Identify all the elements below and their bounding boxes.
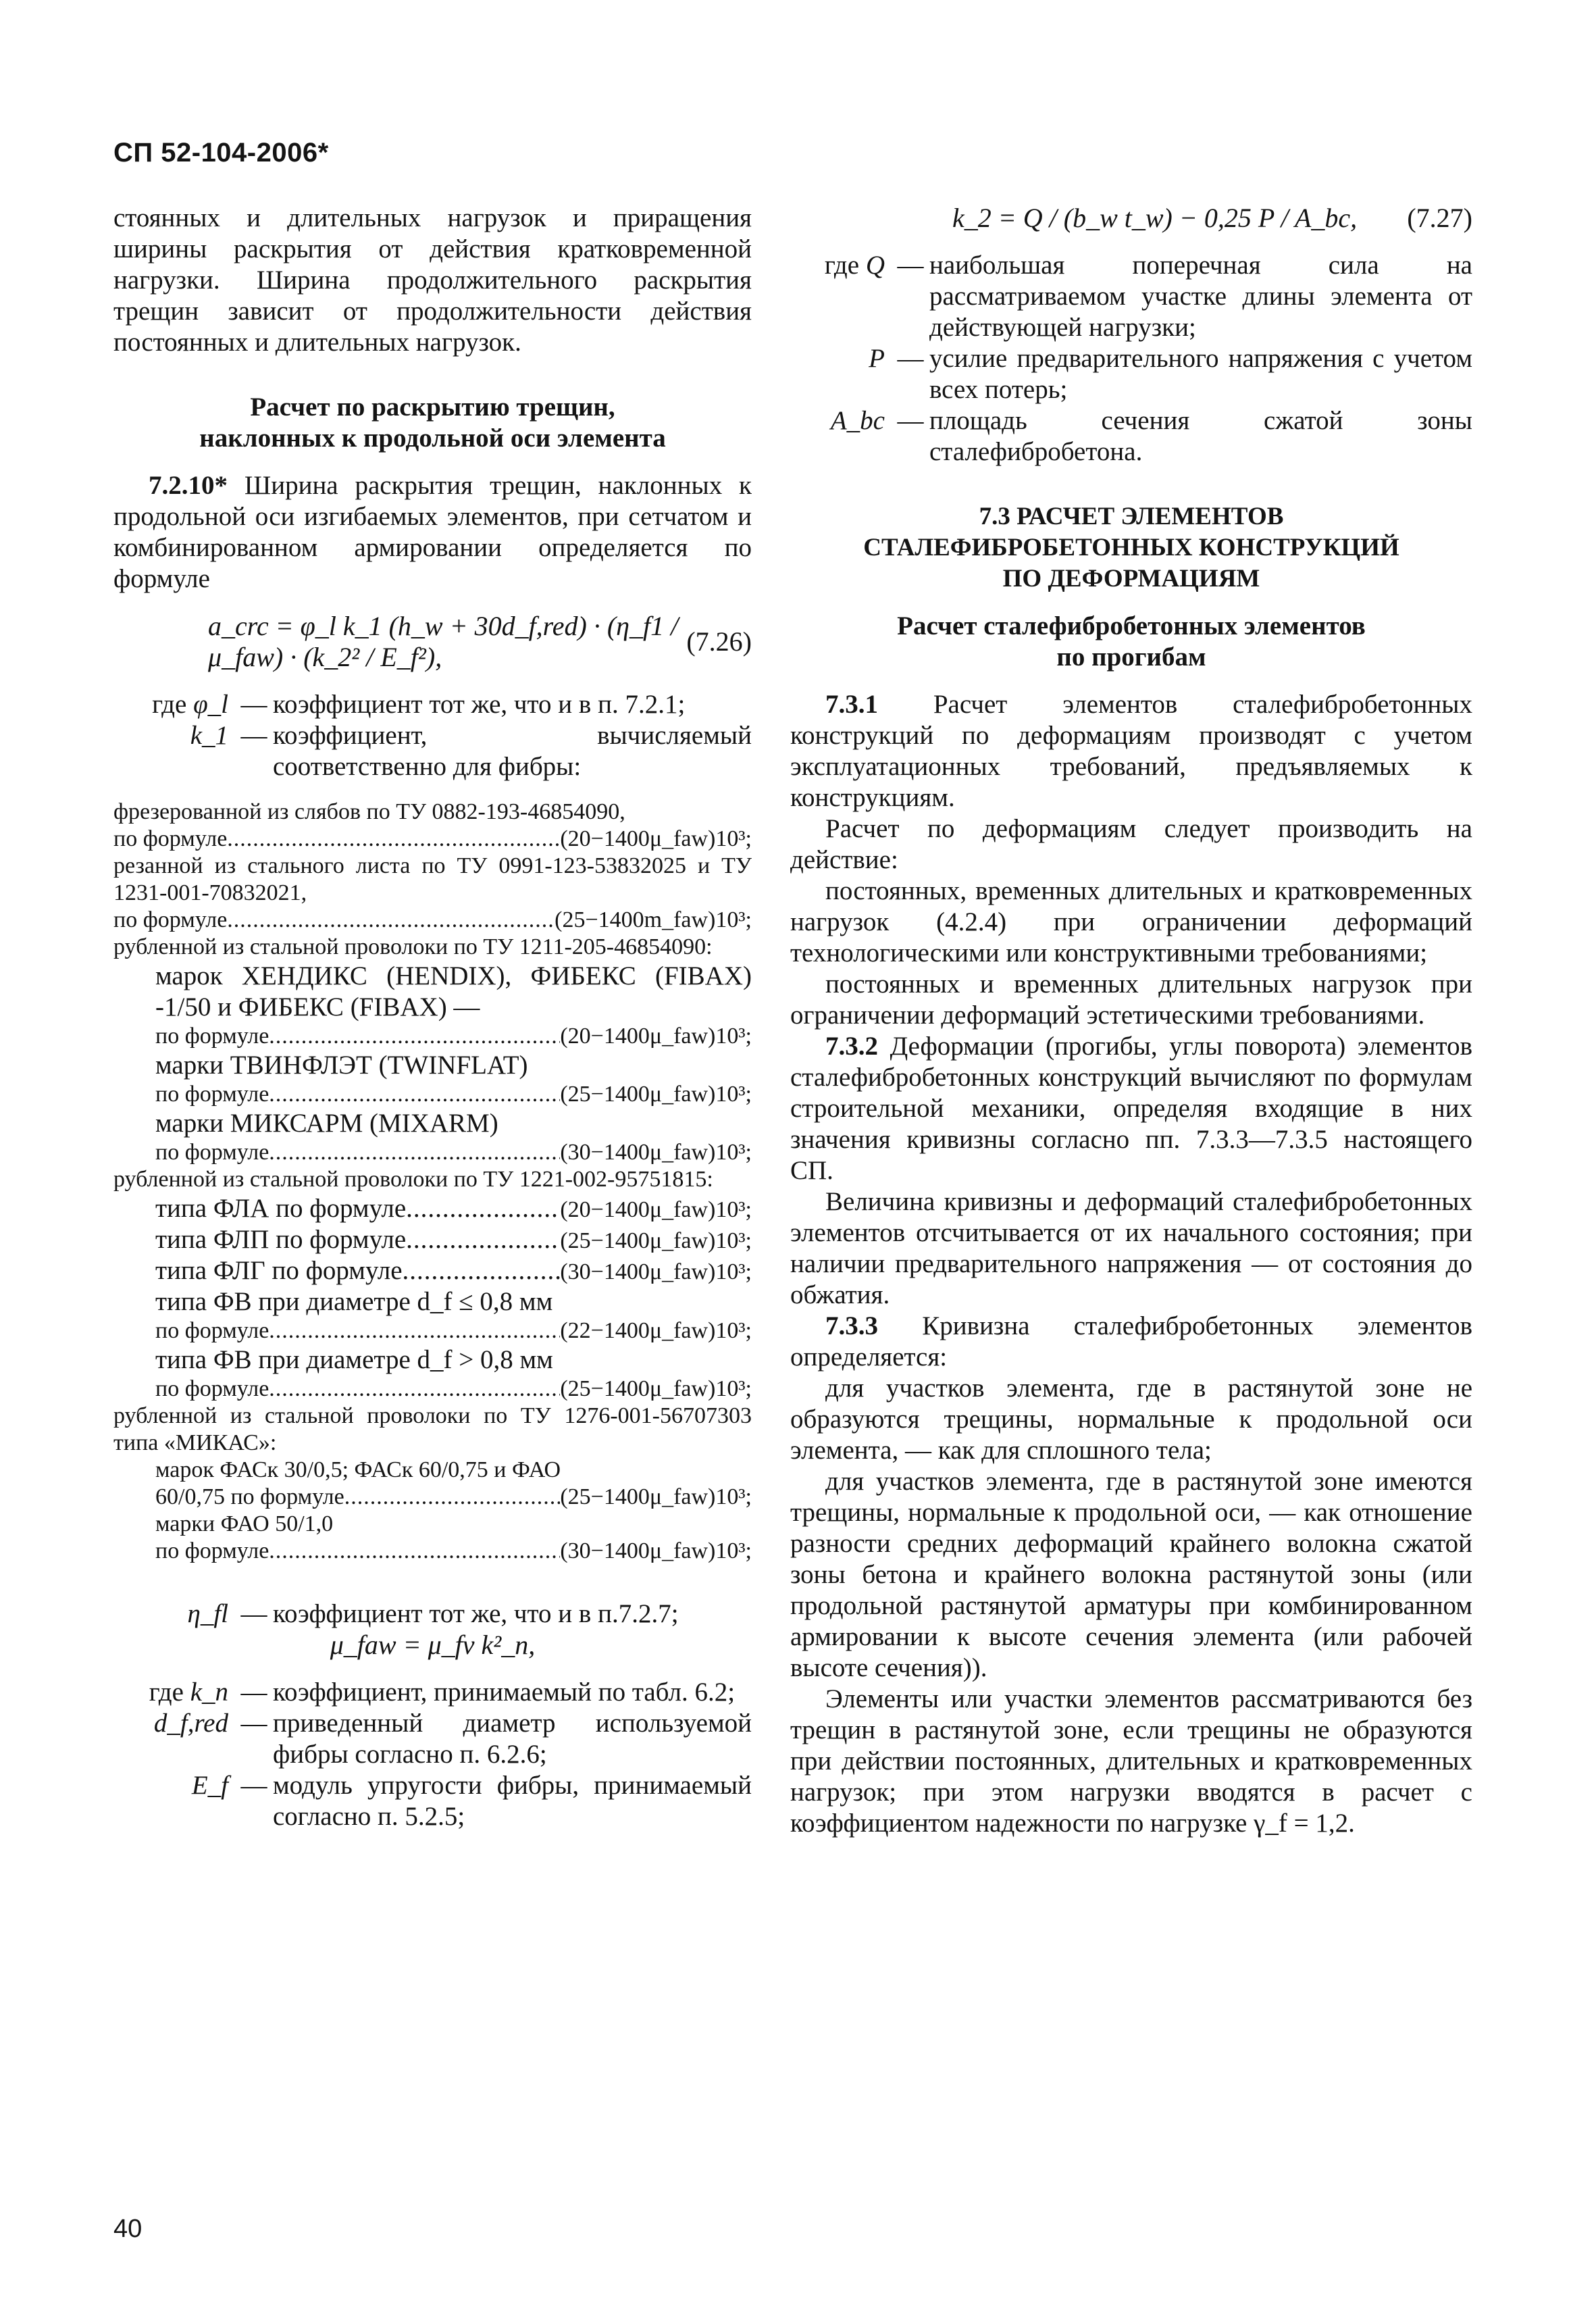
formula-7-27 xyxy=(790,203,1472,234)
formula-7-27-number: (7.27) xyxy=(1407,203,1472,233)
formula-mu-faw: μ_faw = μ_fv k²_n, xyxy=(330,1630,536,1660)
fiber-subitem: марок ФАСк 30/0,5; ФАСк 60/0,75 и ФАО xyxy=(155,1457,561,1482)
clause-7-3-1: 7.3.1 Расчет элементов сталефибробетонных конструкций по деформациям производят с учетом эксплуатационных требований, предъявляемых к конструкциям. xyxy=(790,690,1472,812)
fiber-formula-row: типа ФЛА по формуле ..... (20−1400μ_faw)10³; xyxy=(155,1193,752,1224)
clause-text: Ширина раскрытия трещин, наклонных к продольной оси изгибаемых элементов, при сетчатом и комбинированном армировании определяется по формуле xyxy=(113,471,752,593)
where-symbol: η_fl xyxy=(187,1599,228,1628)
formula-7-27-expression: k_2 = Q / (b_w t_w) − 0,25 P / A_bc, xyxy=(952,203,1358,233)
fiber-formula-row: по формуле ..... (22−1400μ_faw)10³; xyxy=(155,1317,752,1344)
where-q: где Q — наибольшая поперечная сила на рассматриваемом участке длины элемента от действующей нагрузки; xyxy=(790,250,1472,343)
fiber-formula-row: по формуле ..... (30−1400μ_faw)10³; xyxy=(155,1538,752,1565)
section-7-3-title-line-3: ПО ДЕФОРМАЦИЯМ xyxy=(1002,565,1260,593)
fiber-subitem: марки ТВИНФЛЭТ (TWINFLAT) xyxy=(155,1051,528,1080)
where-phi: где φ_l — коэффициент тот же, что и в п. 7.2.1; xyxy=(113,689,752,720)
formula-7-26-number: (7.26) xyxy=(686,626,752,657)
fiber-subitem: типа ФВ при диаметре d_f > 0,8 мм xyxy=(155,1345,553,1374)
fiber-sublist xyxy=(113,961,752,1023)
where-symbol: где φ_l xyxy=(152,690,228,719)
where-symbol: где k_n xyxy=(149,1678,228,1707)
section-7-3-title-line-1: 7.3 РАСЧЕТ ЭЛЕМЕНТОВ xyxy=(979,503,1284,530)
paragraph-elements: Элементы или участки элементов рассматриваются без трещин в растянутой зоне, если трещины не образуются при действии постоянных, длительных и кратковременных нагрузок; при этом нагрузки вводятся в расчет с коэффициентом надежности по нагрузке γ_f = 1,2. xyxy=(790,1684,1472,1838)
fiber-formula-row: по формуле ..... (25−1400m_faw)10³; xyxy=(113,907,752,934)
where-description: наибольшая поперечная сила на рассматриваемом участке длины элемента от действующей нагрузки; xyxy=(929,251,1472,342)
formula-7-26 xyxy=(113,611,752,673)
where-description: модуль упругости фибры, принимаемый согласно п. 5.2.5; xyxy=(273,1771,752,1831)
left-column xyxy=(113,203,752,1832)
subsection-heading-line-1: Расчет сталефибробетонных элементов xyxy=(897,611,1366,640)
where-p: P — усилие предварительного напряжения с учетом всех потерь; xyxy=(790,343,1472,405)
fiber-formula-row: по формуле ..... (20−1400μ_faw)10³; xyxy=(155,1023,752,1050)
where-symbol: E_f xyxy=(191,1771,228,1800)
where-description: коэффициент, принимаемый по табл. 6.2; xyxy=(273,1678,736,1707)
fiber-formula-row: по формуле ..... (25−1400μ_faw)10³; xyxy=(155,1081,752,1108)
fiber-formula-row: 60/0,75 по формуле ..... (25−1400μ_faw)10³; xyxy=(155,1484,752,1511)
where-k1: k_1 — коэффициент, вычисляемый соответственно для фибры: xyxy=(113,720,752,782)
clause-7-2-10 xyxy=(113,470,752,595)
fiber-sublist xyxy=(113,1023,752,1050)
paragraph-loads-2: постоянных и временных длительных нагрузок при ограничении деформаций эстетическими требованиями. xyxy=(790,970,1472,1030)
section-heading-line-1: Расчет по раскрытию трещин, xyxy=(250,393,615,422)
paragraph-no-cracks: для участков элемента, где в растянутой зоне не образуются трещины, нормальные к продольной оси элемента, — как для сплошного тела; xyxy=(790,1374,1472,1465)
fiber-sublist xyxy=(113,1193,752,1317)
fiber-formula-row: по формуле ..... (25−1400μ_faw)10³; xyxy=(155,1376,752,1403)
clause-7-3-2: 7.3.2 Деформации (прогибы, углы поворота) элементов сталефибробетонных конструкций вычисляют по формулам строительной механики, определяя входящие в них значения кривизны согласно пп. 7.3.3—7.3.5 настоящего СП. xyxy=(790,1032,1472,1185)
clause-number: 7.2.10* xyxy=(149,471,228,500)
paragraph-cracks: для участков элемента, где в растянутой зоне имеются трещины, нормальные к продольной оси, — как отношение разности средних деформаций крайнего волокна сжатой зоны бетона и крайнего волокна растянутой зоны (или продольной растянутой арматуры при комбинированном армировании к высоте сечения элемента (или рабочей высоте сечения)). xyxy=(790,1467,1472,1682)
where-description: усилие предварительного напряжения с учетом всех потерь; xyxy=(929,344,1472,404)
paragraph-loads-1: постоянных, временных длительных и кратковременных нагрузок (4.2.4) при ограничении деформаций технологическими или конструктивными требованиями; xyxy=(790,876,1472,967)
where-symbol: d_f,red xyxy=(153,1709,228,1738)
paragraph-curvature: Величина кривизны и деформаций сталефибробетонных элементов отсчитывается от их начального состояния; при наличии предварительного напряжения — от состояния до обжатия. xyxy=(790,1187,1472,1309)
fiber-formula-row: по формуле ..... (30−1400μ_faw)10³; xyxy=(155,1139,752,1166)
where-ef: E_f — модуль упругости фибры, принимаемый согласно п. 5.2.5; xyxy=(113,1770,752,1832)
page-number: 40 xyxy=(113,2215,143,2243)
document-code: СП 52-104-2006* xyxy=(113,138,329,168)
where-description: коэффициент тот же, что и в п. 7.2.1; xyxy=(273,690,686,719)
where-description: приведенный диаметр используемой фибры согласно п. 6.2.6; xyxy=(273,1709,752,1769)
where-symbol: A_bc xyxy=(830,406,885,435)
where-symbol: P xyxy=(869,344,885,373)
where-dfred: d_f,red — приведенный диаметр используемой фибры согласно п. 6.2.6; xyxy=(113,1708,752,1770)
section-7-3-title-line-2: СТАЛЕФИБРОБЕТОННЫХ КОНСТРУКЦИЙ xyxy=(863,534,1399,561)
fiber-item: резанной из стального листа по ТУ 0991-123-53832025 и ТУ 1231-001-70832021, xyxy=(113,853,752,905)
where-abc: A_bc — площадь сечения сжатой зоны сталефибробетона. xyxy=(790,405,1472,468)
formula-7-26-expression: a_crc = φ_l k_1 (h_w + 30d_f,red) · (η_f1 / μ_faw) · (k_2² / E_f²), xyxy=(208,611,679,672)
fiber-subitem: марок ХЕНДИКС (HENDIX), ФИБЕКС (FIBAX) -1/50 и ФИБЕКС (FIBAX) — xyxy=(155,961,752,1022)
intro-paragraph: стоянных и длительных нагрузок и приращения ширины раскрытия от действия кратковременной нагрузки. Ширина продолжительного раскрытия трещин зависит от продолжительности действия постоянных и длительных нагрузок. xyxy=(113,203,752,357)
where-eta: η_fl — коэффициент тот же, что и в п.7.2.7; xyxy=(113,1599,752,1630)
where-kn: где k_n — коэффициент, принимаемый по табл. 6.2; xyxy=(113,1677,752,1708)
fiber-item: рубленной из стальной проволоки по ТУ 1221-002-95751815: xyxy=(113,1167,713,1192)
fiber-item: рубленной из стальной проволоки по ТУ 1211-205-46854090: xyxy=(113,934,713,959)
fiber-subitem: марки ФАО 50/1,0 xyxy=(155,1511,334,1536)
fiber-formula-row: типа ФЛГ по формуле ..... (30−1400μ_faw)10³; xyxy=(155,1255,752,1286)
subsection-heading-line-2: по прогибам xyxy=(1056,643,1206,672)
clause-7-3-3: 7.3.3 Кривизна сталефибробетонных элементов определяется: xyxy=(790,1311,1472,1372)
fiber-item: рубленной из стальной проволоки по ТУ 1276-001-56707303 типа «МИКАС»: xyxy=(113,1403,752,1455)
where-symbol: k_1 xyxy=(190,721,228,750)
fiber-formula-row: типа ФЛП по формуле ..... (25−1400μ_faw)10³; xyxy=(155,1224,752,1255)
fiber-list xyxy=(113,799,752,961)
fiber-item: фрезерованной из слябов по ТУ 0882-193-46854090, xyxy=(113,799,625,824)
section-heading-line-2: наклонных к продольной оси элемента xyxy=(199,424,666,453)
where-description: коэффициент тот же, что и в п.7.2.7; xyxy=(273,1599,679,1628)
fiber-formula-row: по формуле ..... (20−1400μ_faw)10³; xyxy=(113,826,752,853)
where-symbol: где Q xyxy=(824,251,885,280)
where-description: коэффициент, вычисляемый соответственно для фибры: xyxy=(273,721,752,781)
where-description: площадь сечения сжатой зоны сталефибробетона. xyxy=(929,406,1472,466)
paragraph-deformation: Расчет по деформациям следует производить на действие: xyxy=(790,814,1472,874)
fiber-subitem: типа ФВ при диаметре d_f ≤ 0,8 мм xyxy=(155,1287,553,1316)
right-column xyxy=(790,203,1472,1839)
fiber-subitem: марки МИКСАРМ (MIXARM) xyxy=(155,1109,498,1138)
fiber-sublist xyxy=(113,1457,752,1565)
